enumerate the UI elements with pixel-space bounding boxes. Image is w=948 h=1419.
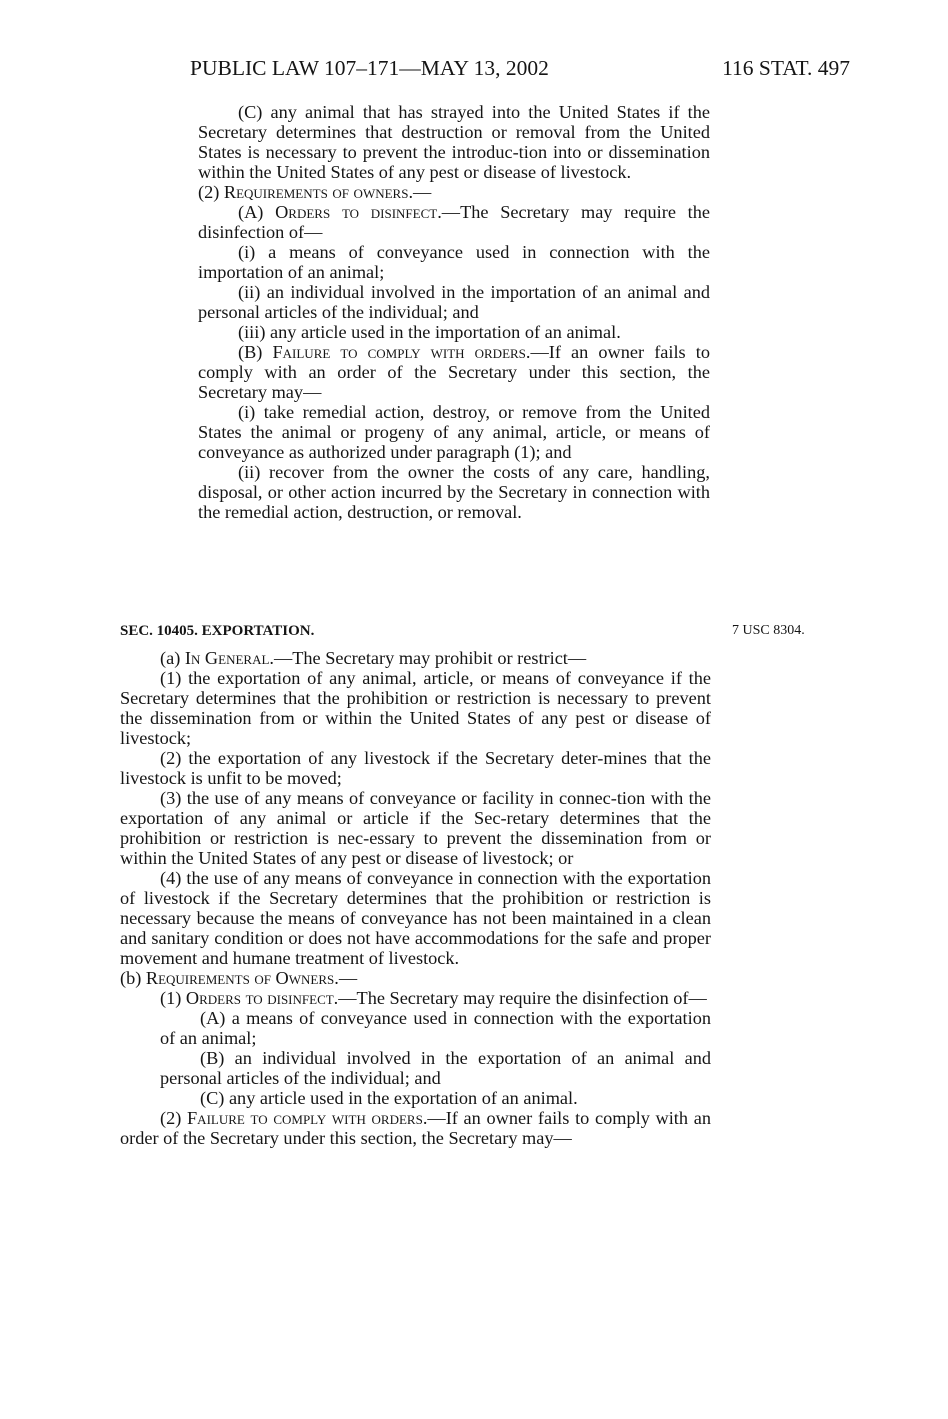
subparagraph-b-1-a: (A) a means of conveyance used in connection with the exportation of an animal; <box>160 1008 711 1048</box>
paragraph-b-1 <box>120 988 711 1008</box>
subparagraph-c: (C) any animal that has strayed into the United States if the Secretary determines that destruction or removal from the United States is necessary to prevent the introduc-tion into or dissemination within the United States of any pest or disease of livestock. <box>198 102 710 182</box>
usc-margin-note: 7 USC 8304. <box>732 623 805 638</box>
paragraph-b-1-text: —The Secretary may require the disinfection of— <box>338 988 707 1008</box>
section-10404-continuation <box>158 102 710 522</box>
subsection-a-title: In General. <box>184 648 274 668</box>
paragraph-b-1-number: (1) <box>160 988 186 1008</box>
subsection-b-dash: — <box>338 968 358 988</box>
subparagraph-2a <box>158 202 710 242</box>
public-law-citation: PUBLIC LAW 107–171—MAY 13, 2002 <box>190 56 549 80</box>
paragraph-b-2-title: Failure to comply with orders. <box>187 1108 428 1128</box>
paragraph-2-dash: — <box>413 182 432 202</box>
paragraph-a-3: (3) the use of any means of conveyance or facility in connec-tion with the exportation of any animal or article if the Sec-retary determines that the prohibition or restriction is nec-essary to prevent the dissemination from or within the United States of any pest or disease of livestock; or <box>120 788 711 868</box>
paragraph-2-title: Requirements of owners. <box>223 182 414 202</box>
statute-page-number: 116 STAT. 497 <box>722 56 850 80</box>
subparagraph-2a-number: (A) <box>238 202 276 222</box>
subparagraph-2b <box>158 342 710 402</box>
clause-2a-ii: (ii) an individual involved in the importation of an animal and personal articles of the individual; and <box>198 282 710 322</box>
subparagraph-2a-text: —The Secretary may require the disinfection of— <box>198 202 711 242</box>
subparagraph-2b-text: —If an owner fails to comply with an order of the Secretary under this section, the Secretary may— <box>198 342 710 402</box>
paragraph-a-4: (4) the use of any means of conveyance in connection with the exportation of livestock if the Secretary determines that the prohibition or restriction is necessary because the means of conveyance has not been maintained in a clean and sanitary condition or does not have accommodations for the safe and proper movement and humane treatment of livestock. <box>120 868 711 968</box>
clause-2b-ii: (ii) recover from the owner the costs of any care, handling, disposal, or other action incurred by the Secretary in connection with the remedial action, destruction, or removal. <box>198 462 710 522</box>
subparagraph-2a-title: Orders to disinfect. <box>275 202 442 222</box>
paragraph-b-2-text: —If an owner fails to comply with an order of the Secretary under this section, the Secretary may— <box>120 1108 711 1148</box>
paragraph-a-1: (1) the exportation of any animal, article, or means of conveyance if the Secretary determines that the prohibition or restriction is necessary to prevent the dissemination from or within the United States of any pest or disease of livestock; <box>120 668 711 748</box>
clause-2a-iii: (iii) any article used in the importation of an animal. <box>238 322 621 342</box>
paragraph-2-number: (2) <box>198 182 224 202</box>
subsection-a-text: —The Secretary may prohibit or restrict— <box>273 648 587 668</box>
subsection-b-number: (b) <box>120 968 146 988</box>
paragraph-b-2 <box>120 1108 711 1148</box>
subsection-b-title: Requirements of Owners. <box>145 968 339 988</box>
subparagraph-b-1-c: (C) any article used in the exportation of an animal. <box>200 1088 578 1108</box>
subparagraph-2b-title: Failure to comply with orders. <box>272 342 531 362</box>
section-heading: SEC. 10405. EXPORTATION. <box>120 623 315 639</box>
clause-2b-i: (i) take remedial action, destroy, or remove from the United States the animal or progeny of any animal, article, or means of conveyance as authorized under paragraph (1); and <box>198 402 710 462</box>
paragraph-b-1-title: Orders to disinfect. <box>185 988 339 1008</box>
section-heading-row <box>120 621 840 641</box>
paragraph-a-2: (2) the exportation of any livestock if the Secretary deter-mines that the livestock is unfit to be moved; <box>120 748 711 788</box>
subsection-a <box>120 648 711 668</box>
subparagraph-b-1-b: (B) an individual involved in the exportation of an animal and personal articles of the individual; and <box>160 1048 711 1088</box>
paragraph-b-2-number: (2) <box>160 1108 188 1128</box>
paragraph-2-heading <box>158 182 710 202</box>
clause-2a-i: (i) a means of conveyance used in connection with the importation of an animal; <box>198 242 710 282</box>
subsection-a-number: (a) <box>160 648 185 668</box>
section-10405-body <box>120 648 711 1148</box>
subparagraph-2b-number: (B) <box>238 342 273 362</box>
subsection-b-heading <box>120 968 711 988</box>
